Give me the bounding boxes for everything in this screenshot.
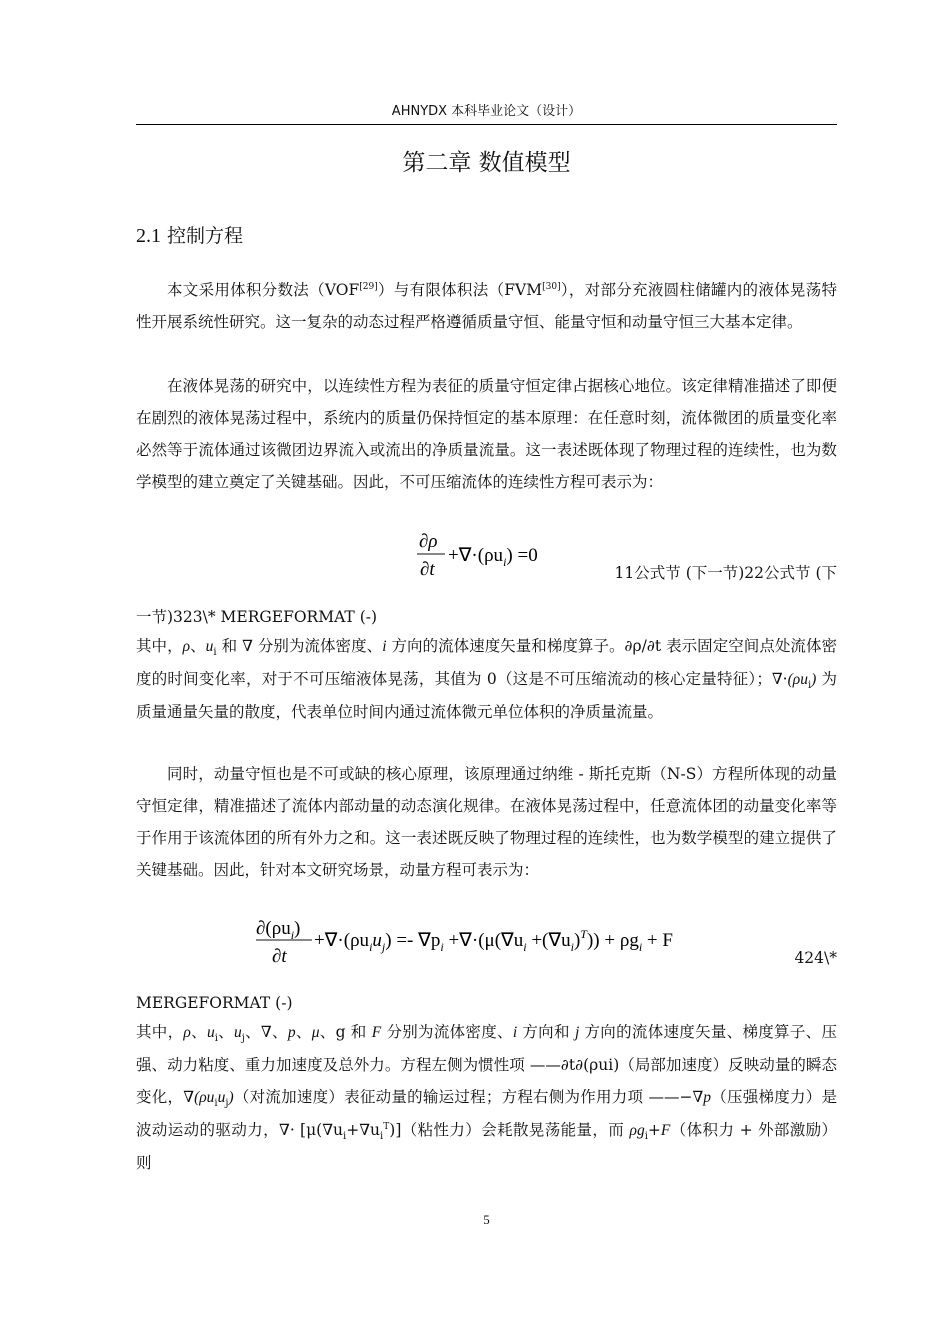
paragraph-4: 同时，动量守恒也是不可或缺的核心原理，该原理通过纳维 - 斯托克斯（N-S）方程所体现的动量守恒定律，精准描述了流体内部动量的动态演化规律。在液体晃荡过程中，任意流体团的动量变化率等于作用于该流体团的所有外力之和。这一表述既反映了物理过程的连续性，也为数学模型的建立提供了关键基础。因此，针对本文研究场景，动量方程可表示为：	[136, 765, 837, 879]
citation-30: [30]	[542, 281, 561, 292]
section-number: 2.1	[136, 225, 161, 247]
chapter-title: 第二章 数值模型	[402, 150, 571, 176]
eq1-numerator: ∂ρ	[419, 531, 438, 552]
section-heading	[136, 222, 243, 250]
eq2-rhs: $+\nabla\cdot(\rho u_iu_j) =- \nabla p_i +\nabla\cdot(\mu(\nabla u_i +(\nabla u_i)^T)) + \rho g_i + F$	[314, 927, 673, 954]
paragraph-2: 在液体晃荡的研究中，以连续性方程为表征的质量守恒定律占据核心地位。该定律精准描述了即便在剧烈的液体晃荡过程中，系统内的质量仍保持恒定的基本原理：在任意时刻，流体微团的质量变化率必然等于流体通过该微团边界流入或流出的净质量流量。这一表述既体现了物理过程的连续性，也为数学模型的建立奠定了关键基础。因此，不可压缩流体的连续性方程可表示为：	[136, 377, 837, 491]
momentum-equation	[254, 912, 734, 972]
running-header: AHNYDX 本科毕业论文（设计）	[391, 104, 582, 119]
citation-29: [29]	[359, 281, 378, 292]
paragraph-3: 其中，ρ、$u_i$ 和 ∇ 分别为流体密度、i 方向的流体速度矢量和梯度算子。∂ρ/∂t 表示固定空间点处流体密度的时间变化率，对于不可压缩液体晃荡，其值为 0（这是不可压缩流动的核心定量特征）；$\nabla\cdot(\rho u_i)$ 为质量通量矢量的散度，代表单位时间内通过流体微元单位体积的净质量流量。	[136, 637, 837, 721]
eq1-rest: $+\nabla\cdot(\rho u_i) =0$	[448, 545, 538, 569]
eq2-numerator: $\partial(\rho u_i)$	[256, 918, 301, 942]
paragraph-5: 其中，ρ、$u_i$、$u_j$、∇、p、μ、g 和 F 分别为流体密度、i 方向和 j 方向的流体速度矢量、梯度算子、压强、动力粘度、重力加速度及总外力。方程左侧为惯性项 ——∂t∂(ρui)（局部加速度）反映动量的瞬态变化，$\nabla(\rho u_iu_j)$（对流加速度）表征动量的输运过程；方程右侧为作用力项 ——−∇p（压强梯度力）是波动运动的驱动力，∇· $[\mu(\nabla u_i+\nabla u_i^T)]$（粘性力）会耗散晃荡能量，而 $\rho g_i+F$（体积力 + 外部激励）则	[136, 1023, 838, 1172]
header-rule	[136, 124, 837, 125]
paragraph-1: 本文采用体积分数法（VOF[29]）与有限体积法（FVM[30]），对部分充液圆柱储罐内的液体晃荡特性开展系统性研究。这一复杂的动态过程严格遵循质量守恒、能量守恒和动量守恒三大基本定律。	[136, 281, 837, 331]
page-number: 5	[483, 1212, 490, 1227]
eq2-field-code-cont: MERGEFORMAT (-)	[136, 994, 293, 1012]
continuity-equation	[415, 528, 575, 584]
eq1-field-code: 11公式节 (下一节)22公式节 (下	[614, 564, 837, 582]
section-title: 控制方程	[167, 225, 244, 247]
eq1-field-code-cont: 一节)323\* MERGEFORMAT (-)	[136, 608, 378, 626]
eq1-denominator: ∂t	[420, 559, 435, 580]
eq2-denominator: ∂t	[272, 946, 287, 967]
eq2-field-code: 424\*	[794, 949, 837, 967]
